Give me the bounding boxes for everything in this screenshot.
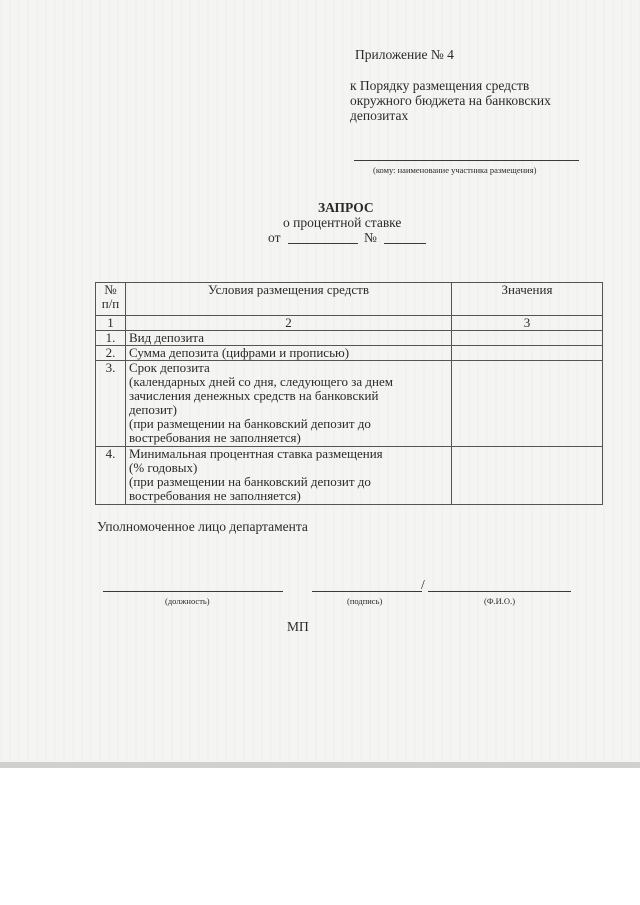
table-header-row: [96, 283, 603, 316]
date-label: от: [268, 230, 281, 245]
row-value: [452, 346, 603, 361]
row-condition: [126, 361, 452, 447]
row-value: [452, 447, 603, 505]
table-index-row: [96, 316, 603, 331]
signature-line: [312, 591, 422, 592]
condition-line: Сумма депозита (цифрами и прописью): [129, 345, 350, 360]
scan-edge: [0, 762, 640, 768]
appendix-label: Приложение № 4: [355, 47, 454, 62]
header-num: № п/п: [96, 283, 126, 316]
table-row: [96, 361, 603, 447]
header-conditions: Условия размещения средств: [126, 283, 452, 316]
row-value: [452, 331, 603, 346]
reference-line-2: окружного бюджета на банковских: [350, 93, 551, 108]
position-line: [103, 591, 283, 592]
document-subtitle: о процентной ставке: [283, 215, 402, 230]
row-num: 2.: [96, 346, 126, 361]
position-caption: (должность): [165, 596, 210, 606]
row-condition: [126, 447, 452, 505]
authorized-person-label: Уполномоченное лицо департамента: [97, 519, 308, 534]
index-cell: 2: [126, 316, 452, 331]
recipient-caption: (кому: наименование участника размещения): [373, 165, 537, 175]
reference-line-1: к Порядку размещения средств: [350, 78, 530, 93]
condition-line: (при размещении на банковский депозит до: [129, 416, 371, 431]
row-condition: [126, 346, 452, 361]
date-line: [288, 243, 358, 244]
condition-line: востребования не заполняется): [129, 488, 301, 503]
index-cell: 3: [452, 316, 603, 331]
condition-line: (календарных дней со дня, следующего за днем: [129, 374, 393, 389]
reference-line-3: депозитах: [350, 108, 409, 123]
condition-line: Минимальная процентная ставка размещения: [129, 446, 383, 461]
index-cell: 1: [96, 316, 126, 331]
table-row: [96, 346, 603, 361]
row-num: 1.: [96, 331, 126, 346]
slash-separator: /: [421, 577, 425, 592]
table-row: [96, 447, 603, 505]
row-value: [452, 361, 603, 447]
number-label: №: [364, 230, 377, 245]
recipient-line: [354, 160, 579, 161]
header-values: Значения: [452, 283, 603, 316]
row-num: 4.: [96, 447, 126, 505]
condition-line: (% годовых): [129, 460, 198, 475]
name-line: [428, 591, 571, 592]
condition-line: зачисления денежных средств на банковский: [129, 388, 379, 403]
condition-line: Вид депозита: [129, 330, 205, 345]
stamp-label: МП: [287, 619, 309, 634]
document-title: ЗАПРОС: [318, 200, 374, 215]
table-row: [96, 331, 603, 346]
name-caption: (Ф.И.О.): [484, 596, 516, 606]
signature-caption: (подпись): [347, 596, 383, 606]
row-condition: [126, 331, 452, 346]
row-num: 3.: [96, 361, 126, 447]
number-line: [384, 243, 426, 244]
condition-line: депозит): [129, 402, 177, 417]
condition-line: востребования не заполняется): [129, 430, 301, 445]
condition-line: Срок депозита: [129, 360, 210, 375]
conditions-table: [95, 282, 602, 505]
condition-line: (при размещении на банковский депозит до: [129, 474, 371, 489]
